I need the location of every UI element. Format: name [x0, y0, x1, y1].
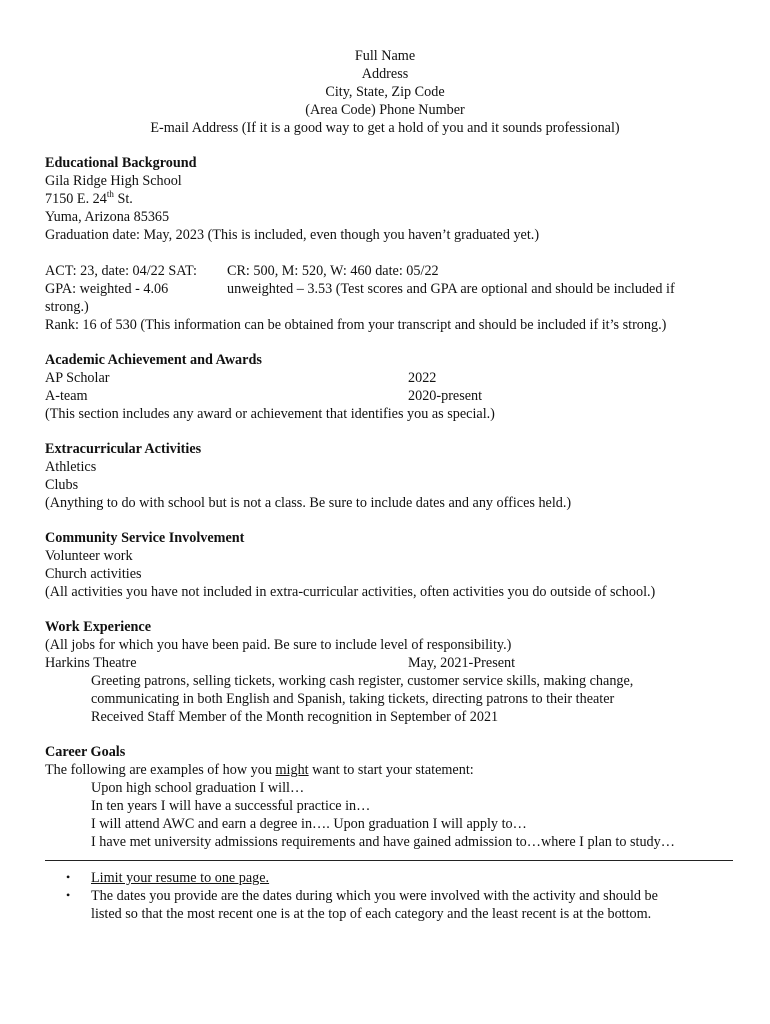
school-city: Yuma, Arizona 85365 — [45, 209, 170, 225]
divider — [45, 860, 733, 861]
graduation-date: Graduation date: May, 2023 (This is included, even though you haven’t graduated yet.) — [45, 227, 540, 243]
career-example: Upon high school graduation I will… — [91, 780, 305, 796]
employment-dates: May, 2021-Present — [408, 655, 516, 671]
job-duties: communicating in both English and Spanish, taking tickets, directing patrons to their theater — [91, 691, 615, 707]
community-note: (All activities you have not included in extra-curricular activities, often activities you do outside of school.) — [45, 584, 656, 600]
bullet-icon: • — [66, 888, 71, 902]
tip-text: Limit your resume to one page. — [91, 870, 270, 886]
employer-name: Harkins Theatre — [45, 655, 137, 671]
award-date: 2022 — [408, 370, 437, 386]
awards-note: (This section includes any award or achievement that identifies you as special.) — [45, 406, 495, 422]
award-name: AP Scholar — [45, 370, 110, 386]
award-name: A-team — [45, 388, 88, 404]
career-example: I have met university admissions requirements and have gained admission to…where I plan to study… — [91, 834, 675, 850]
education-heading: Educational Background — [45, 155, 197, 171]
work-note: (All jobs for which you have been paid. Be sure to include level of responsibility.) — [45, 637, 512, 653]
community-item: Volunteer work — [45, 548, 133, 564]
school-street: 7150 E. 24th St. — [45, 189, 133, 207]
award-date: 2020-present — [408, 388, 483, 404]
work-heading: Work Experience — [45, 619, 151, 635]
bullet-icon: • — [66, 870, 71, 884]
act-score: ACT: 23, date: 04/22 SAT: — [45, 263, 197, 279]
class-rank: Rank: 16 of 530 (This information can be obtained from your transcript and should be included if it’s strong.) — [45, 317, 667, 333]
sat-score: CR: 500, M: 520, W: 460 date: 05/22 — [227, 263, 439, 279]
career-intro: The following are examples of how you might want to start your statement: — [45, 762, 474, 778]
gpa-weighted: GPA: weighted - 4.06 — [45, 281, 169, 297]
career-example: In ten years I will have a successful practice in… — [91, 798, 371, 814]
awards-heading: Academic Achievement and Awards — [45, 352, 262, 368]
gpa-unweighted: unweighted – 3.53 (Test scores and GPA are optional and should be included if — [227, 281, 675, 297]
city-state-zip: City, State, Zip Code — [325, 84, 445, 100]
career-heading: Career Goals — [45, 744, 126, 760]
phone-number: (Area Code) Phone Number — [305, 102, 465, 118]
extracurricular-note: (Anything to do with school but is not a class. Be sure to include dates and any offices held.) — [45, 495, 572, 511]
job-duties: Greeting patrons, selling tickets, working cash register, customer service skills, making change, — [91, 673, 634, 689]
tip-text: The dates you provide are the dates during which you were involved with the activity and should be — [91, 888, 658, 904]
email-address: E-mail Address (If it is a good way to get a hold of you and it sounds professional) — [150, 120, 620, 136]
address: Address — [361, 66, 409, 82]
community-heading: Community Service Involvement — [45, 530, 245, 546]
gpa-note: strong.) — [45, 299, 89, 315]
community-item: Church activities — [45, 566, 142, 582]
full-name: Full Name — [354, 48, 416, 64]
extracurricular-item: Athletics — [45, 459, 97, 475]
extracurricular-item: Clubs — [45, 477, 79, 493]
extracurricular-heading: Extracurricular Activities — [45, 441, 202, 457]
job-recognition: Received Staff Member of the Month recognition in September of 2021 — [91, 709, 499, 725]
school-name: Gila Ridge High School — [45, 173, 182, 189]
tip-text: listed so that the most recent one is at the top of each category and the least recent is at the bottom. — [91, 906, 652, 922]
career-example: I will attend AWC and earn a degree in…. Upon graduation I will apply to… — [91, 816, 527, 832]
